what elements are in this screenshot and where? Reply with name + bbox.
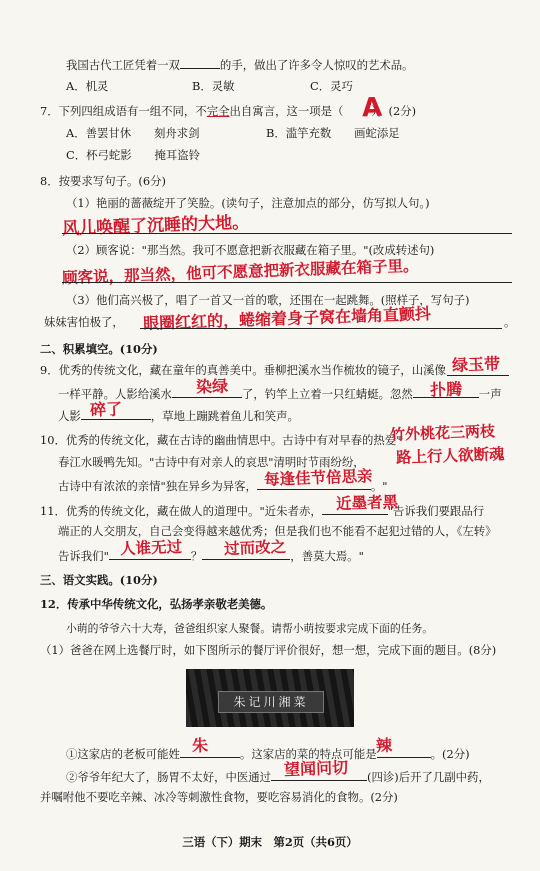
q12-item1-answer-1: 朱 [191, 735, 209, 756]
q8-s1-answer: 风儿唤醒了沉睡的大地。 [61, 212, 250, 240]
q11-line2: 端正的人交朋友，自己会变得越来越优秀；但是我们也不能看不起犯过错的人，《左转》 [58, 524, 497, 538]
q8-s3-line [140, 328, 502, 329]
q12-intro: 小萌的爷爷六十大寿，爸爸组织家人聚餐。请帮小萌按要求完成下面的任务。 [66, 622, 434, 635]
q12-item1: ①这家店的老板可能姓 。这家店的菜的特点可能是 。(2分) [66, 747, 470, 761]
q6-stem: 我国古代工匠凭着一双 的手，做出了许多令人惊叹的艺术品。 [66, 58, 414, 72]
q10-line3: 古诗中有浓浓的亲情"独在异乡为异客， 。" [58, 479, 388, 493]
q8-s3-suffix: 。 [504, 315, 516, 329]
q9-line2: 一样平静。人影给溪水 了，钓竿上立着一只红蜻蜓。忽然 一声 [58, 387, 502, 401]
q7-answer: A [361, 92, 383, 124]
q9-answer-2: 染绿 [195, 376, 229, 397]
q9-answer-1: 绿玉带 [451, 354, 501, 375]
q11-answer-2: 人谁无过 [119, 537, 183, 559]
q8-s3-prefix: 妹妹害怕极了， [44, 315, 124, 329]
q12-item2-answer: 望闻问切 [283, 757, 349, 780]
q8-s1: （1）艳丽的蔷薇绽开了笑脸。(读句子，注意加点的部分，仿写拟人句。) [66, 196, 430, 210]
q12-item2: ②爷爷年纪大了，肠胃不太好，中医通过 (四诊)后开了几副中药， [66, 770, 490, 784]
q8-s3: （3）他们高兴极了，唱了一首又一首的歌，还围在一起跳舞。(照样子，写句子) [66, 293, 470, 307]
q8-s2-answer: 顾客说，那当然，他可不愿意把新衣服藏在箱子里。 [61, 256, 419, 288]
q12-title: 12．传承中华传统文化，弘扬孝亲敬老美德。 [40, 597, 273, 611]
restaurant-photo [186, 669, 354, 727]
q11-line3: 告诉我们" ？ ，善莫大焉。" [58, 549, 364, 563]
q10-line2: 春江水暖鸭先知。"古诗中有对亲人的哀思"清明时节雨纷纷， [58, 455, 365, 469]
page-footer: 三语（下）期末 第2页（共6页） [182, 835, 358, 849]
section-2-title: 二、积累填空。(10分) [40, 342, 158, 356]
q8-s1-line [62, 233, 512, 234]
q8-s2-line [62, 282, 512, 283]
q12-item2-cont: 并嘱咐他不要吃辛辣、冰冷等刺激性食物，要吃容易消化的食物。(2分) [40, 790, 398, 804]
q7-option-c: C．杯弓蛇影 掩耳盗铃 [66, 148, 201, 162]
q11-answer-1: 近墨者黑 [335, 492, 399, 514]
q10-answer-3: 每逢佳节倍思亲 [263, 467, 373, 489]
q11-line1: 11．优秀的传统文化，藏在做人的道理中。"近朱者赤， "告诉我们要跟品行 [40, 504, 485, 518]
section-3-title: 三、语文实践。(10分) [40, 573, 158, 587]
q10-line1: 10．优秀的传统文化，藏在古诗的幽曲情思中。古诗中有对早春的热爱" [40, 433, 402, 447]
q12-part1: （1）爸爸在网上选餐厅时，如下图所示的餐厅评价很好，想一想，完成下面的题目。(8分) [40, 643, 497, 657]
q8-title: 8．按要求写句子。(6分) [40, 174, 166, 188]
q10-answer-1: 竹外桃花三两枝 [389, 422, 496, 444]
q6-option-a: A．机灵 [66, 79, 109, 93]
q9-line1: 9．优秀的传统文化，藏在童年的真善美中。垂柳把溪水当作梳妆的镜子，山溪像 [40, 363, 446, 377]
q8-s3-answer: 眼圈红红的，蜷缩着身子窝在墙角直颤抖 [142, 303, 432, 334]
q8-s2: （2）顾客说："那当然。我可不愿意把新衣服藏在箱子里。"(改成转述句) [66, 243, 435, 257]
q11-answer-3: 过而改之 [223, 537, 287, 559]
q6-option-c: C．灵巧 [310, 79, 353, 93]
q7-option-b: B．滥竽充数 画蛇添足 [266, 126, 400, 140]
q6-option-b: B．灵敏 [192, 79, 235, 93]
q9-line3: 人影 ，草地上蹦跳着鱼儿和笑声。 [58, 409, 299, 423]
q12-item1-answer-2: 辣 [375, 735, 393, 756]
q10-answer-2: 路上行人欲断魂 [395, 445, 505, 467]
q7-option-a: A．善罢甘休 刻舟求剑 [66, 126, 200, 140]
restaurant-sign: 朱记川湘菜 [218, 691, 324, 713]
q6-blank [180, 56, 220, 69]
q9-answer-3: 扑腾 [429, 379, 463, 400]
q7-stem: 7．下列四组成语有一组不同，不完全出自寓言，这一项是（ ）。(2分) [40, 104, 417, 118]
q9-answer-4: 碎了 [89, 399, 123, 420]
